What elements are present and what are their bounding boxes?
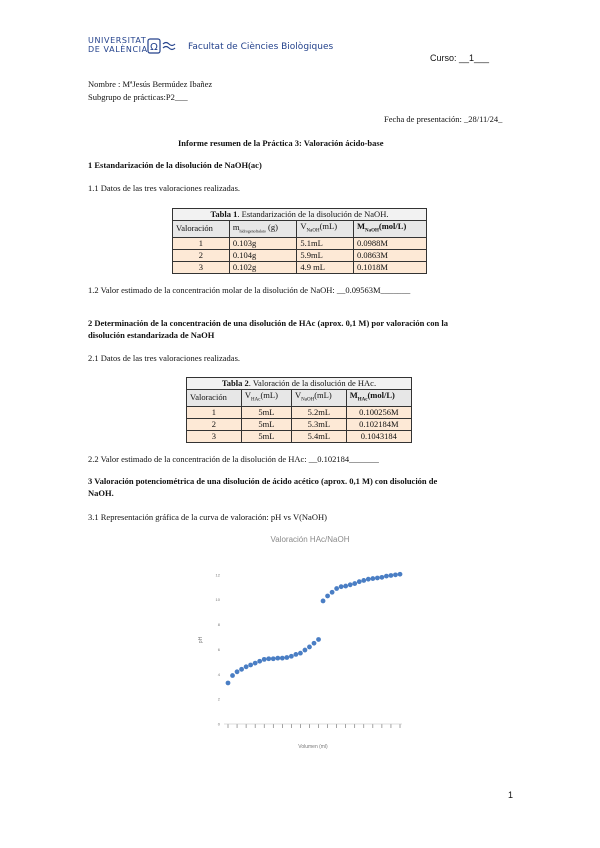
data-point: [398, 572, 403, 577]
section-1-title: 1 Estandarización de la disolución de NaOH(ac): [88, 160, 262, 170]
report-title: Informe resumen de la Práctica 3: Valoración ácido-base: [178, 138, 384, 148]
y-tick-label: 2: [217, 696, 220, 702]
data-point: [370, 576, 375, 581]
data-point: [334, 586, 339, 591]
section-3-1-text: 3.1 Representación gráfica de la curva de valoración: pH vs V(NaOH): [88, 512, 327, 522]
submission-date: Fecha de presentación: _28/11/24_: [384, 114, 503, 124]
data-point: [375, 576, 380, 581]
data-point: [289, 654, 294, 659]
table-row: 1 0.103g 5.1mL 0.0988M: [173, 237, 427, 249]
y-tick-label: 10: [215, 597, 220, 603]
data-point: [357, 579, 362, 584]
table-1-header-cell: $m_{hidrogenoftalato}$ (g): [229, 221, 297, 238]
section-1-1-text: 1.1 Datos de las tres valoraciones realizadas.: [88, 183, 240, 193]
university-name: [88, 36, 148, 54]
page-number: 1: [508, 790, 514, 800]
data-point: [339, 584, 344, 589]
table-1-header-cell: $V_{NaOH}(mL)$: [297, 221, 354, 238]
table-2-header-cell: $V_{NaOH}(mL)$: [292, 390, 347, 407]
y-axis-label: pH: [198, 636, 204, 644]
section-2-title-line-1: 2 Determinación de la concentración de una disolución de HAc (aprox. 0,1 M) por valoración con la: [88, 318, 448, 328]
section-3-title-line-1: 3 Valoración potenciométrica de una disolución de ácido acético (aprox. 0,1 M) con disolución de: [88, 476, 438, 486]
section-1-2-text: 1.2 Valor estimado de la concentración molar de la disolución de NaOH: __0.09563M_______: [88, 285, 411, 295]
data-point: [230, 673, 235, 678]
data-point: [348, 582, 353, 587]
section-2-2-text: 2.2 Valor estimado de la concentración de la disolución de HAc: __0.102184_______: [88, 454, 379, 464]
section-2-title-line-2: disolución estandarizada de NaOH: [88, 330, 215, 340]
table-2-header-cell: $V_{HAc}(mL)$: [241, 390, 291, 407]
table-row: 3 0.102g 4.9 mL 0.1018M: [173, 261, 427, 273]
data-point: [321, 599, 326, 604]
table-2-caption: Tabla 2. Valoración de la disolución de HAc.: [187, 378, 412, 390]
student-subgroup: Subgrupo de prácticas:P2___: [88, 92, 188, 102]
table-1-header-cell: $M_{NaOH}(mol/L)$: [353, 221, 426, 238]
table-row: 1 5mL 5.2mL 0.100256M: [187, 406, 412, 418]
data-point: [316, 637, 321, 642]
faculty-name: Facultat de Ciències Biològiques: [188, 42, 334, 52]
y-tick-label: 6: [217, 646, 220, 652]
titration-chart: [190, 528, 420, 756]
data-point: [298, 651, 303, 656]
data-point: [379, 575, 384, 580]
section-3-title-line-2: NaOH.: [88, 488, 114, 498]
table-1-header: [173, 221, 427, 238]
data-point: [343, 584, 348, 589]
table-row: 3 5mL 5.4mL 0.1043184: [187, 430, 412, 442]
section-2-1-text: 2.1 Datos de las tres valoraciones realizadas.: [88, 353, 240, 363]
data-point: [361, 578, 366, 583]
data-point: [239, 667, 244, 672]
data-point: [257, 659, 262, 664]
data-point: [330, 590, 335, 595]
data-point: [393, 572, 398, 577]
table-1-caption-row: [173, 209, 427, 221]
table-2-header-cell: $M_{HAc}(mol/L)$: [346, 390, 411, 407]
university-emblem-icon: [147, 38, 179, 54]
data-point: [312, 641, 317, 646]
data-point: [384, 574, 389, 579]
table-1-caption: Tabla 1. Estandarización de la disolución de NaOH.: [173, 209, 427, 221]
data-point: [293, 652, 298, 657]
data-point: [266, 656, 271, 661]
university-line-2: DE VALÈNCIA: [88, 45, 148, 54]
course-label: Curso: __1___: [430, 53, 490, 63]
data-point: [271, 656, 276, 661]
table-2: [186, 377, 412, 443]
data-point: [307, 645, 312, 650]
table-2-header: [187, 390, 412, 407]
data-point: [284, 655, 289, 660]
data-point: [244, 664, 249, 669]
data-point: [389, 573, 394, 578]
chart-title: Valoración HAc/NaOH: [270, 535, 350, 544]
data-point: [226, 681, 231, 686]
data-point: [352, 581, 357, 586]
y-tick-label: 4: [217, 671, 220, 677]
y-tick-label: 8: [217, 622, 220, 628]
data-point: [262, 657, 267, 662]
table-1: [172, 208, 427, 274]
data-point: [303, 648, 308, 653]
data-point: [248, 663, 253, 668]
data-point: [280, 656, 285, 661]
table-2-header-cell: Valoración: [187, 390, 242, 407]
data-point: [325, 594, 330, 599]
data-point: [235, 669, 240, 674]
university-line-1: UNIVERSITAT: [88, 36, 147, 45]
table-row: 2 5mL 5.3mL 0.102184M: [187, 418, 412, 430]
table-1-header-cell: Valoración: [173, 221, 230, 238]
svg-text:Ω: Ω: [150, 42, 158, 53]
table-2-caption-row: [187, 378, 412, 390]
data-point: [366, 577, 371, 582]
x-axis-label: Volumen (ml): [298, 744, 328, 750]
y-tick-label: 12: [215, 572, 220, 578]
y-tick-label: 0: [217, 721, 220, 727]
data-point: [275, 656, 280, 661]
student-name: Nombre : MªJesús Bermúdez Ibañez: [88, 79, 213, 89]
table-row: 2 0.104g 5.9mL 0.0863M: [173, 249, 427, 261]
data-point: [253, 661, 258, 666]
